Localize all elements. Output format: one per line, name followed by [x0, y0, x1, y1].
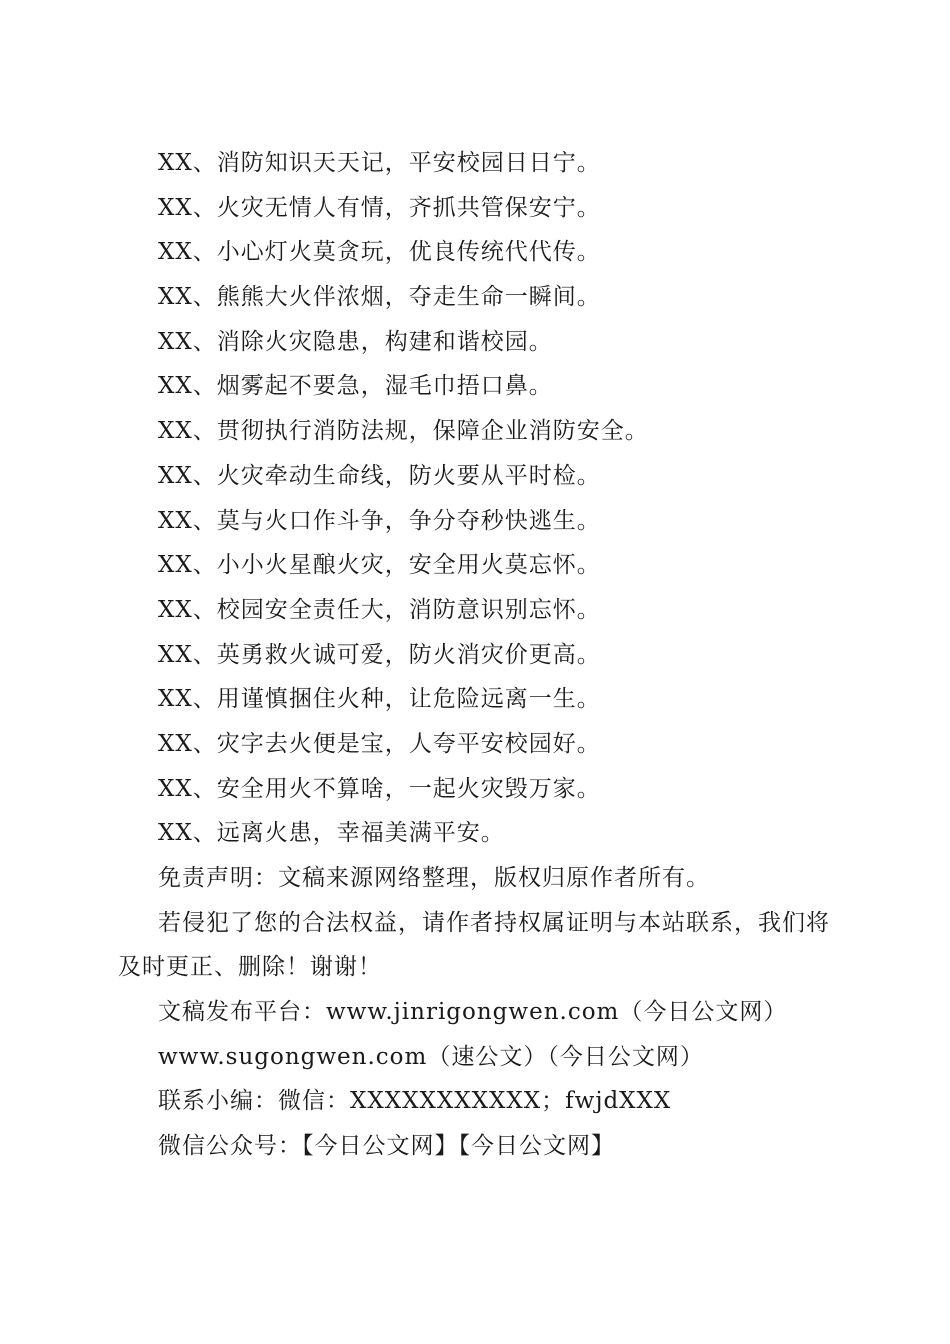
- slogan-line: XX、消防知识天天记，平安校园日日宁。: [158, 150, 601, 176]
- slogan-line: XX、莫与火口作斗争，争分夺秒快逃生。: [158, 507, 601, 534]
- slogan-line: XX、安全用火不算啥，一起火灾毁万家。: [158, 775, 601, 802]
- slogan-line: XX、用谨慎捆住火种，让危险远离一生。: [158, 686, 601, 713]
- slogan-line: XX、消除火灾隐患，构建和谐校园。: [158, 328, 553, 355]
- contact-info: 联系小编：微信：XXXXXXXXXXX；fwjdXXX: [158, 1088, 672, 1115]
- slogan-line: XX、小小火星酿火灾，安全用火莫忘怀。: [158, 552, 601, 579]
- document-body: [118, 141, 838, 1169]
- site-info: www.sugongwen.com（速公文）（今日公文网）: [158, 1043, 704, 1070]
- slogan-line: XX、远离火患，幸福美满平安。: [158, 820, 505, 847]
- slogan-line: XX、火灾牵动生命线，防火要从平时检。: [158, 462, 601, 489]
- slogan-line: XX、熊熊大火伴浓烟，夺走生命一瞬间。: [158, 284, 601, 311]
- slogan-line: XX、灾字去火便是宝，人夸平安校园好。: [158, 730, 601, 757]
- slogan-line: XX、贯彻执行消防法规，保障企业消防安全。: [158, 418, 649, 445]
- slogan-line: XX、英勇救火诚可爱，防火消灾价更高。: [158, 641, 601, 668]
- slogan-line: XX、校园安全责任大，消防意识别忘怀。: [158, 596, 601, 623]
- slogan-line: XX、火灾无情人有情，齐抓共管保安宁。: [158, 194, 601, 221]
- slogan-line: XX、小心灯火莫贪玩，优良传统代代传。: [158, 239, 601, 266]
- platform-info: 文稿发布平台：www.jinrigongwen.com（今日公文网）: [158, 999, 788, 1026]
- wechat-account: 微信公众号：【今日公文网】【今日公文网】: [158, 1133, 615, 1160]
- disclaimer-text: 免责声明：文稿来源网络整理，版权归原作者所有。: [158, 865, 710, 891]
- infringement-notice: 若侵犯了您的合法权益，请作者持权属证明与本站联系，我们将及时更正、删除！谢谢！: [118, 909, 830, 981]
- slogan-line: XX、烟雾起不要急，湿毛巾捂口鼻。: [158, 373, 553, 400]
